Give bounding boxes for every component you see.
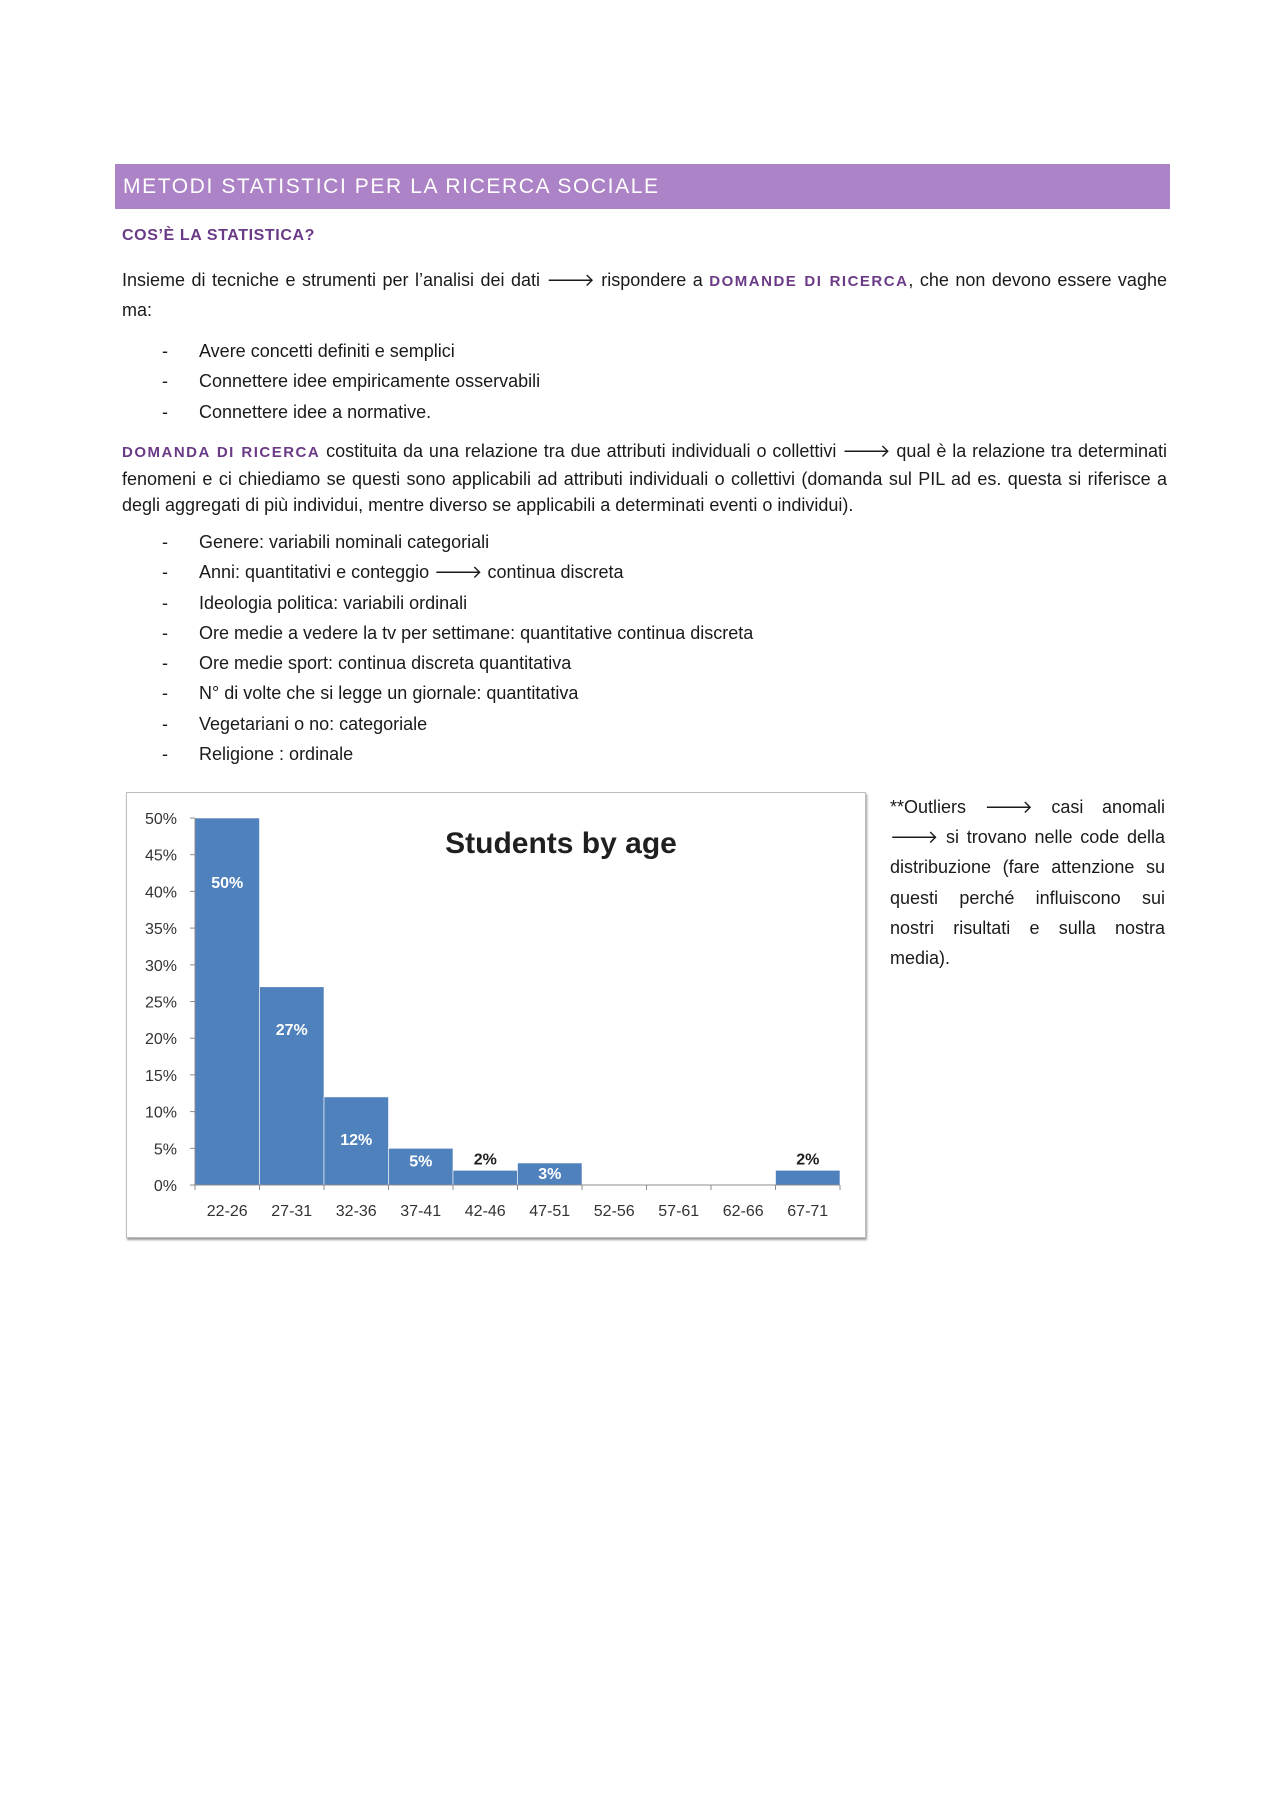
x-tick-label: 67-71 [787, 1203, 829, 1220]
list-item: - Genere: variabili nominali categoriali [162, 532, 490, 552]
arrow-icon: 🡒 [890, 827, 939, 848]
list-item: - Religione : ordinale [162, 744, 354, 765]
x-tick-label: 52-56 [593, 1203, 635, 1220]
domanda-paragraph: DOMANDA DI RICERCA costituita da una relazione tra due attributi individuali o collettivi 🡒 qual è la relazione tra determinati fenomeni e ci chiediamo se questi sono applicabili ad attributi individuali o collettivi (domanda sul PIL ad es. questa si riferisce a degli aggregati di più individui, mentre diverso se applicabili a determinati eventi o individui). [122, 441, 1167, 515]
data-label: 50% [211, 875, 244, 892]
y-tick-label: 35% [144, 921, 177, 939]
criteria-list [122, 336, 1022, 427]
list-item: - Ideologia politica: variabili ordinali [162, 592, 468, 613]
x-tick-label: 32-36 [335, 1203, 377, 1220]
y-tick-label: 45% [144, 847, 177, 865]
bar [776, 1170, 841, 1185]
x-tick-label: 27-31 [271, 1203, 313, 1220]
data-label: 12% [340, 1131, 373, 1149]
y-tick-label: 30% [144, 957, 177, 975]
bar [195, 818, 260, 1185]
bar [453, 1170, 518, 1185]
y-tick-label: 0% [153, 1178, 177, 1195]
y-tick-label: 50% [144, 811, 177, 828]
data-label: 3% [538, 1165, 562, 1183]
list-item: - Ore medie sport: continua discreta quantitativa [162, 653, 572, 674]
x-tick-label: 42-46 [464, 1203, 506, 1220]
x-tick-label: 37-41 [400, 1203, 442, 1220]
list-item: - Avere concetti definiti e semplici [162, 341, 455, 361]
intro-paragraph: Insieme di tecniche e strumenti per l’analisi dei dati 🡒 rispondere a DOMANDE DI RICERCA, che non devono essere vaghe ma: [122, 270, 1167, 320]
arrow-icon: 🡒 [546, 270, 595, 290]
bar [260, 987, 325, 1185]
y-tick-label: 40% [144, 884, 177, 902]
y-tick-label: 20% [144, 1031, 177, 1049]
keyword-domanda-di-ricerca: DOMANDA DI RICERCA [122, 444, 321, 461]
variables-list [122, 527, 1022, 769]
section-heading: COS’È LA STATISTICA? [122, 227, 316, 244]
x-tick-label: 22-26 [206, 1203, 248, 1220]
students-by-age-chart [126, 792, 866, 1238]
list-item: - Connettere idee a normative. [162, 401, 432, 422]
x-tick-label: 62-66 [722, 1203, 764, 1220]
data-label: 2% [796, 1151, 820, 1169]
y-tick-label: 10% [144, 1104, 177, 1122]
data-label: 5% [409, 1153, 433, 1171]
data-label: 27% [275, 1021, 308, 1039]
y-tick-label: 25% [144, 994, 177, 1012]
y-tick-label: 5% [153, 1141, 177, 1159]
page-title: METODI STATISTICI PER LA RICERCA SOCIALE [115, 164, 1170, 209]
outliers-note: **Outliers 🡒 casi anomali 🡒 si trovano nelle code della distribuzione (fare attenzione su questi perché influiscono sui nostri risultati e sulla nostra media). [890, 797, 1165, 969]
data-label: 2% [473, 1151, 497, 1169]
chart-title: Students by age [445, 827, 677, 860]
x-tick-label: 57-61 [658, 1203, 700, 1220]
chart-svg [127, 793, 865, 1237]
arrow-icon: 🡒 [842, 441, 891, 461]
arrow-icon: 🡒 [434, 562, 483, 583]
arrow-icon: 🡒 [984, 797, 1033, 817]
list-item: - Connettere idee empiricamente osservabili [162, 371, 541, 392]
list-item: - Ore medie a vedere la tv per settimane: quantitative continua discreta [162, 622, 754, 643]
keyword-domande-di-ricerca: DOMANDE DI RICERCA [709, 273, 909, 290]
list-item: - N° di volte che si legge un giornale: quantitativa [162, 683, 579, 704]
list-item: - Anni: quantitativi e conteggio 🡒 continua discreta [162, 562, 624, 583]
y-tick-label: 15% [144, 1067, 177, 1085]
list-item: - Vegetariani o no: categoriale [162, 713, 428, 734]
x-tick-label: 47-51 [529, 1203, 571, 1220]
